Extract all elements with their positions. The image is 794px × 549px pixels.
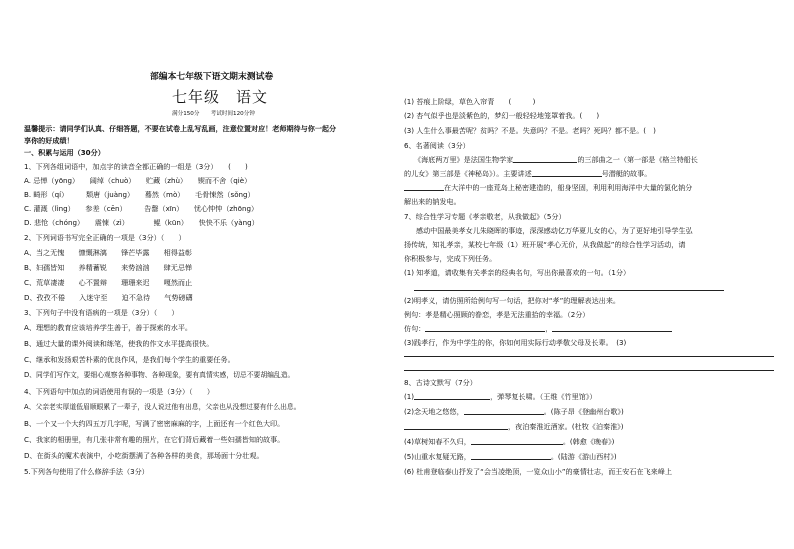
poem-2-label: (2)念天地之悠悠， [404,407,464,416]
q7-task-1-answer-line[interactable] [414,290,724,291]
q4-option-c: C、我家的相册里，有几张非常有趣的照片，在它们背后藏着一些妇孺皆知的故事。 [24,435,285,444]
q2-option-a: A、当之无愧 慷慨淋漓 锋芒毕露 相得益彰 [24,248,193,257]
q4-option-a: A、父亲老实厚道低眉顺眼累了一辈子，没人说过他有出息，父亲也从没想过要有什么出息。 [24,403,301,411]
q6-line-1-b: 的三部曲之一（第一部是《格兰特船长 [577,155,698,164]
q7-intro-2: 扬传统，知礼孝亲，某校七年级（1）班开展“孝心无价，从我做起”的综合性学习活动，请 [404,240,686,249]
q2-option-d: D、孜孜不倦 入迷守至 迫不急待 气势磅礴 [24,293,193,302]
q6-line-4: 解出来的钠发电。 [404,197,461,206]
q7-task-3-answer-line-1[interactable] [404,356,774,357]
q7-task-3: (3)践孝行，作为中学生的你，你如何用实际行动孝敬父母及长辈。 (3) [404,338,627,347]
builder-blank[interactable] [404,183,444,191]
rhetoric-item-2: (2) 杏气似乎也是淡紫色的，梦幻一般轻轻地笼罩着我。( ) [404,111,600,120]
q7-intro-3: 你积极参与，完成下列任务。 [404,254,497,263]
exam-header: 部编本七年级下语文期末测试卷 [150,72,274,82]
poem-5-rest: 。(陆游《游山西村》) [550,452,617,461]
q7-task-3-answer-line-2[interactable] [404,370,774,371]
q1-option-d: D. 悲怆（chóng） 震悚（zì） 鲲（kūn） 快快不乐（yàng） [24,218,259,227]
q7-intro-1: 感动中国最美孝女儿朱晓晖的事迹，深深感动亿万华夏儿女的心，为了更好地引导学生弘 [416,226,693,235]
tip-line-2: 享你的好成绩！ [24,136,74,145]
poem-1-rest: ，弹琴复长啸。（王维《竹里馆》） [490,392,597,401]
q6-line-1-a: 《海底两万里》是法国生物学家 [414,155,514,164]
imitate-comma: ， [545,324,553,333]
imitate-blank-2[interactable] [552,324,672,332]
q2-option-c: C、荒草凄凄 心不置辩 珊珊来迟 嘎然而止 [24,278,193,287]
poem-5-label: (5) [404,452,415,461]
poem-line-2 [404,407,624,416]
poem-5-given: 山重水复疑无路， [414,452,471,461]
poem-2-blank[interactable] [464,407,544,415]
question-2: 2、下列词语书写完全正确的一项是（3分）（ ） [24,233,186,242]
q6-line-1 [414,155,698,164]
q1-option-b: B. 畸形（qí） 颓唐（juàng） 蓦然（mò） 毛骨悚然（sǒng） [24,190,255,199]
q4-option-d: D、在街头的魔术表演中，小吃街摆满了各种各样的美食，那场面十分壮观。 [24,451,264,460]
poem-line-6: (6) 杜甫登临泰山抒发了“会当凌绝顶，一览众山小”的豪情壮志，而王安石在飞来峰上 [404,467,672,476]
q3-option-b: B、通过大量的课外阅读和练笔，使我的作文水平提高很快。 [24,339,214,348]
q2-option-b: B、妇孺皆知 养精蓄锐 来势汹汹 肆无忌惮 [24,263,193,272]
q6-line-2 [404,169,651,178]
q6-line-3 [404,183,692,192]
question-8: 8、古诗文默写（7分） [404,378,477,387]
q7-task-1: (1) 知孝道，请收集有关孝亲的经典名句，写出你最喜欢的一句。（1分） [404,268,631,277]
q1-option-c: C. 灌溉（lìng） 参差（cēn） 告罄（xīn） 忧心忡忡（zhōng） [24,204,259,213]
imitate-label: 仿句： [404,324,426,333]
question-6: 6、名著阅读（3分） [404,141,470,150]
question-1: 1、下列各组词语中，加点字的读音全都正确的一组是（3分） ( ) [24,162,248,171]
poem-4-given: 草树知春不久归， [414,437,471,446]
question-7: 7、综合性学习专题《孝亲敬老，从我做起》（5分） [404,212,566,221]
poem-3-blank[interactable] [404,422,508,430]
poem-line-3 [404,422,623,431]
poem-1-label: (1) [404,392,415,401]
question-4: 4、下列语句中加点的词语使用有误的一项是（3分）（ ） [24,387,214,396]
poem-4-blank[interactable] [471,437,563,445]
poem-1-blank[interactable] [414,392,490,400]
poem-line-1 [404,392,596,401]
q6-line-3-b: 在大洋中的一座荒岛上秘密建造的，船身坚固，利用利用海洋中大量的氯化钠分 [444,183,693,192]
poem-4-label: (4) [404,437,415,446]
q7-task-2-imitate [404,324,672,333]
ship-name-blank[interactable] [532,169,602,177]
poem-2-rest: 。(陈子昂《登幽州台歌》) [543,407,624,416]
exam-meta: 满分150分 考试时间120分钟 [172,111,255,117]
q3-option-c: C、继承和发扬艰苦朴素的优良作风，是我们每个学生的重要任务。 [24,355,235,364]
q6-line-2-b: 号潜艇的故事。 [601,169,652,178]
q7-task-2: (2)明孝义，请仿照所给例句写一句话，把你对“孝”的理解表达出来。 [404,296,621,305]
author-blank[interactable] [513,155,577,163]
poem-3-rest: ，夜泊秦淮近酒家。(杜牧《泊秦淮》) [508,422,624,431]
poem-line-5 [404,452,617,461]
poem-4-rest: 。(韩愈《晚春》) [562,437,615,446]
q1-option-a: A. 忌惮（yōng） 阔绰（chuò） 贮藏（zhù） 锲而不舍（qiè） [24,176,252,185]
q4-option-b: B、一个又一个大约四五万几字呢，写满了密密麻麻的字，上面还有一个红色大印。 [24,419,285,428]
subject-title: 七年级 语文 [172,88,269,106]
poem-5-blank[interactable] [471,452,551,460]
rhetoric-item-3: (3) 人生什么事最苦呢？贫吗？不是。失意吗？不是。老吗？死吗？都不是。( ) [404,126,656,135]
poem-line-4 [404,437,614,446]
q7-task-2-example: 例句：孝是精心照顾的眷恋，孝是无法重拾的幸福。（2分） [404,310,590,319]
q3-option-a: A、理想的教育应该培养学生善于，善于探索的水平。 [24,323,193,332]
q6-line-2-a: 的儿女》第三部是《神秘岛》）。主要讲述 [404,169,532,178]
q3-option-d: D、同学们写作文，要细心观察各种事物、各种现象，要有真情实感，切忌不要胡编乱造。 [24,371,295,379]
imitate-blank-1[interactable] [425,324,545,332]
section-1-heading: 一、积累与运用（30分） [24,148,105,157]
rhetoric-item-1: (1) 苔痕上阶绿，草色入帘青 ( ) [404,97,536,106]
question-3: 3、下列句子中没有语病的一项是（3分）（ ） [24,308,179,317]
tip-line-1: 温馨提示：请同学们认真、仔细答题，不要在试卷上乱写乱画，注意位置对应！老师期待与你一起分 [24,124,337,133]
question-5: 5.下列各句使用了什么修辞手法（3分） [24,467,149,476]
